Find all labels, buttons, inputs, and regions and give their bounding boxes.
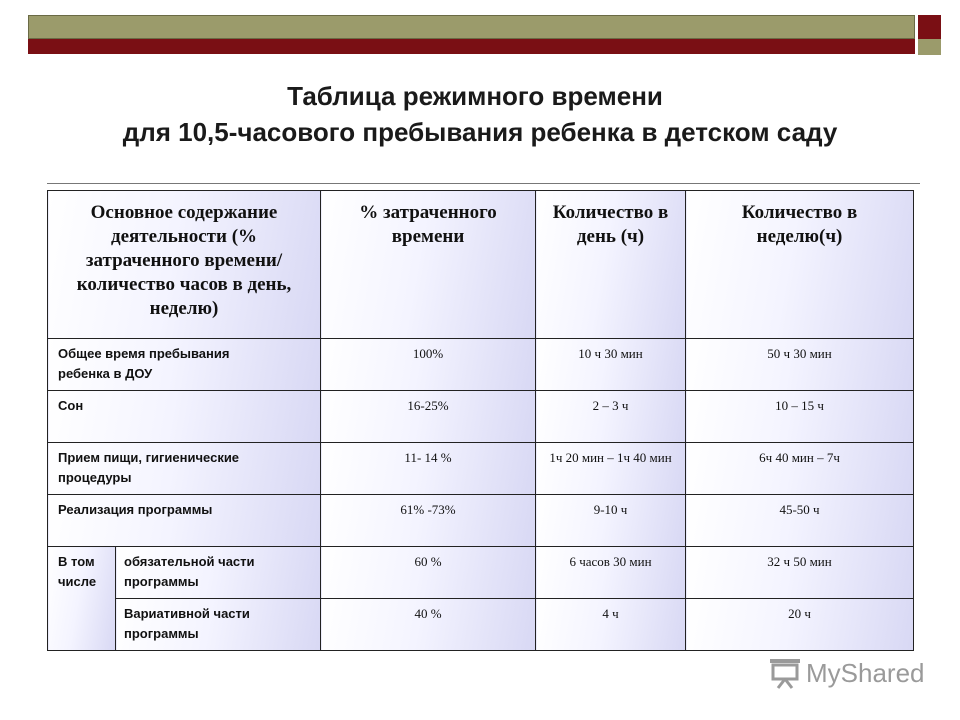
row-percent: 40 % xyxy=(321,599,536,651)
header-activity: Основное содержание деятельности (% затраченного времени/ количество часов в день, неделю) xyxy=(48,191,321,339)
table-row xyxy=(48,495,914,547)
row-percent: 11- 14 % xyxy=(321,443,536,495)
row-label: обязательной части программы xyxy=(116,547,321,599)
row-per-week: 45-50 ч xyxy=(686,495,914,547)
row-per-day: 10 ч 30 мин xyxy=(536,339,686,391)
slide-title xyxy=(0,78,960,150)
title-line-1: Таблица режимного времени xyxy=(287,81,663,111)
row-per-week: 10 – 15 ч xyxy=(686,391,914,443)
watermark xyxy=(768,654,925,692)
row-per-week: 32 ч 50 мин xyxy=(686,547,914,599)
top-decorative-bar xyxy=(28,15,915,54)
table-row xyxy=(48,443,914,495)
corner-square-olive xyxy=(918,39,941,55)
row-per-week: 50 ч 30 мин xyxy=(686,339,914,391)
row-per-day: 4 ч xyxy=(536,599,686,651)
group-label: В том числе xyxy=(48,547,116,651)
row-per-day: 2 – 3 ч xyxy=(536,391,686,443)
watermark-text: MyShared xyxy=(806,657,925,688)
schedule-table xyxy=(47,190,914,651)
row-percent: 60 % xyxy=(321,547,536,599)
row-label: Прием пищи, гигиенические процедуры xyxy=(48,443,321,495)
header-per-week: Количество в неделю(ч) xyxy=(686,191,914,339)
row-per-day: 6 часов 30 мин xyxy=(536,547,686,599)
row-per-week: 6ч 40 мин – 7ч xyxy=(686,443,914,495)
title-divider xyxy=(47,183,920,184)
row-label: Реализация программы xyxy=(48,495,321,547)
table-row xyxy=(48,339,914,391)
row-label: Общее время пребывания ребенка в ДОУ xyxy=(48,339,321,391)
olive-stripe xyxy=(28,15,915,39)
header-percent: % затраченного времени xyxy=(321,191,536,339)
row-label: Сон xyxy=(48,391,321,443)
row-per-day: 9-10 ч xyxy=(536,495,686,547)
corner-square-maroon xyxy=(918,15,941,39)
row-percent: 100% xyxy=(321,339,536,391)
row-per-day: 1ч 20 мин – 1ч 40 мин xyxy=(536,443,686,495)
row-percent: 61% -73% xyxy=(321,495,536,547)
presentation-board-icon xyxy=(768,656,802,690)
row-per-week: 20 ч xyxy=(686,599,914,651)
table-row xyxy=(48,391,914,443)
maroon-stripe xyxy=(28,39,915,54)
row-percent: 16-25% xyxy=(321,391,536,443)
header-per-day: Количество в день (ч) xyxy=(536,191,686,339)
title-line-2: для 10,5-часового пребывания ребенка в детском саду xyxy=(122,117,838,147)
header-row xyxy=(48,191,914,339)
table-row xyxy=(48,599,914,651)
row-label: Вариативной части программы xyxy=(116,599,321,651)
table-row xyxy=(48,547,914,599)
